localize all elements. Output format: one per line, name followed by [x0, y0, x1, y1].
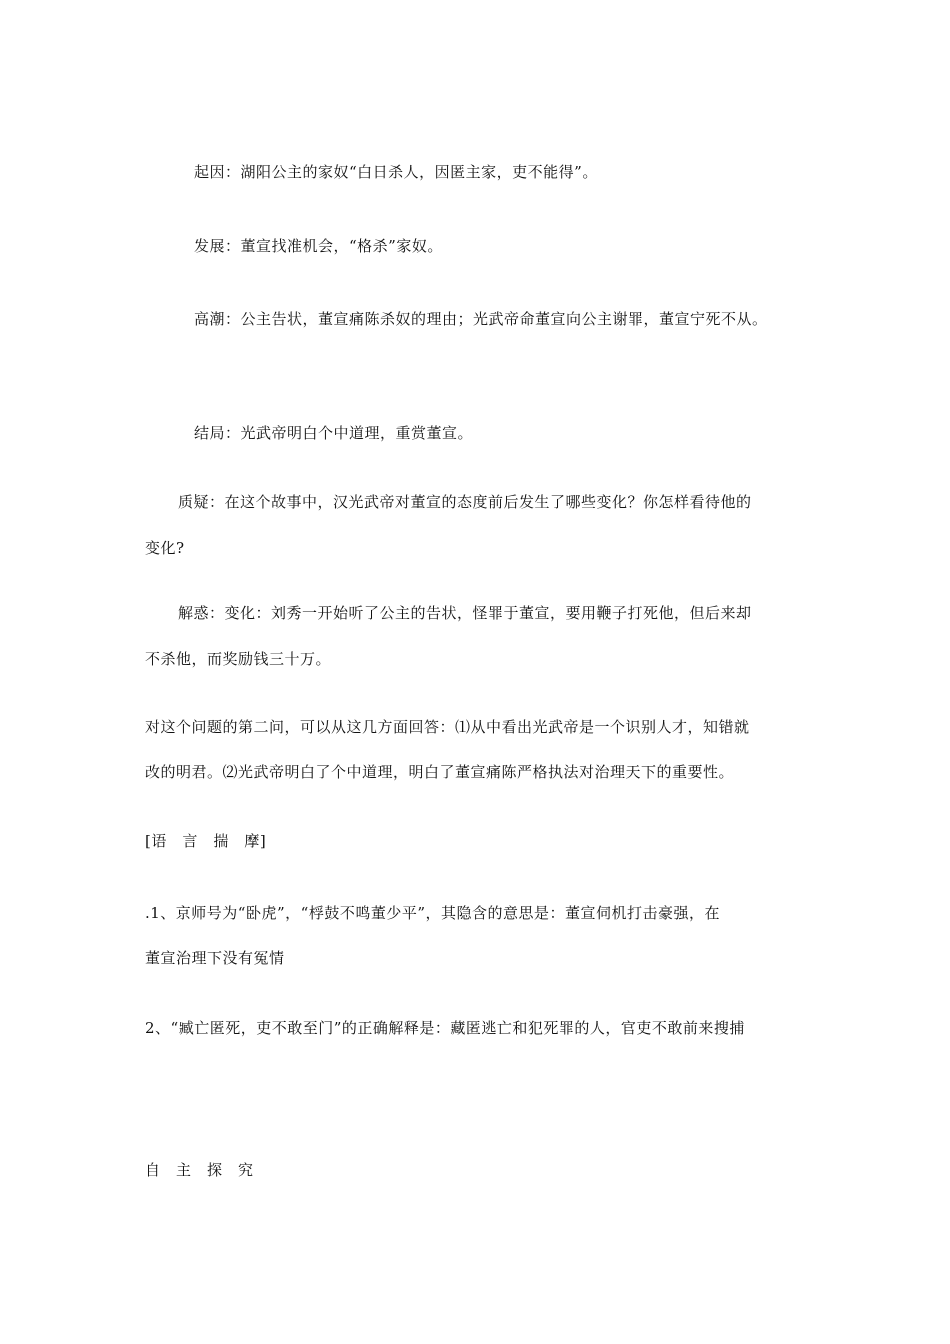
story-climax: 高潮：公主告状，董宣痛陈杀奴的理由；光武帝命董宣向公主谢罪，董宣宁死不从。: [194, 310, 768, 328]
answer-line-1: 解惑：变化：刘秀一开始听了公主的告状，怪罪于董宣，要用鞭子打死他，但后来却: [178, 604, 752, 622]
item-2-line-1: 2、“臧亡匿死，吏不敢至门”的正确解释是：藏匿逃亡和犯死罪的人，官吏不敢前来搜捕: [145, 1019, 745, 1037]
story-cause: 起因：湖阳公主的家奴“白日杀人，因匿主家，吏不能得”。: [194, 163, 598, 181]
story-development: 发展：董宣找准机会，“格杀”家奴。: [194, 237, 443, 255]
answer-line-2: 不杀他，而奖励钱三十万。: [145, 650, 332, 668]
item-1-line-1: .1、京师号为“卧虎”，“桴鼓不鸣董少平”，其隐含的意思是：董宣伺机打击豪强，在: [145, 904, 720, 922]
second-part-line-2: 改的明君。⑵光武帝明白了个中道理，明白了董宣痛陈严格执法对治理天下的重要性。: [145, 763, 735, 781]
second-part-line-1: 对这个问题的第二问，可以从这几方面回答：⑴从中看出光武帝是一个识别人才，知错就: [145, 718, 750, 736]
item-1-line-2: 董宣治理下没有冤情: [145, 949, 285, 967]
question-line-2: 变化?: [145, 539, 185, 557]
story-ending: 结局：光武帝明白个中道理，重赏董宣。: [194, 424, 474, 442]
section-heading-inquiry: 自 主 探 究: [145, 1161, 254, 1179]
question-line-1: 质疑：在这个故事中，汉光武帝对董宣的态度前后发生了哪些变化？你怎样看待他的: [178, 493, 752, 511]
section-heading-language: [语 言 揣 摩]: [145, 832, 267, 850]
